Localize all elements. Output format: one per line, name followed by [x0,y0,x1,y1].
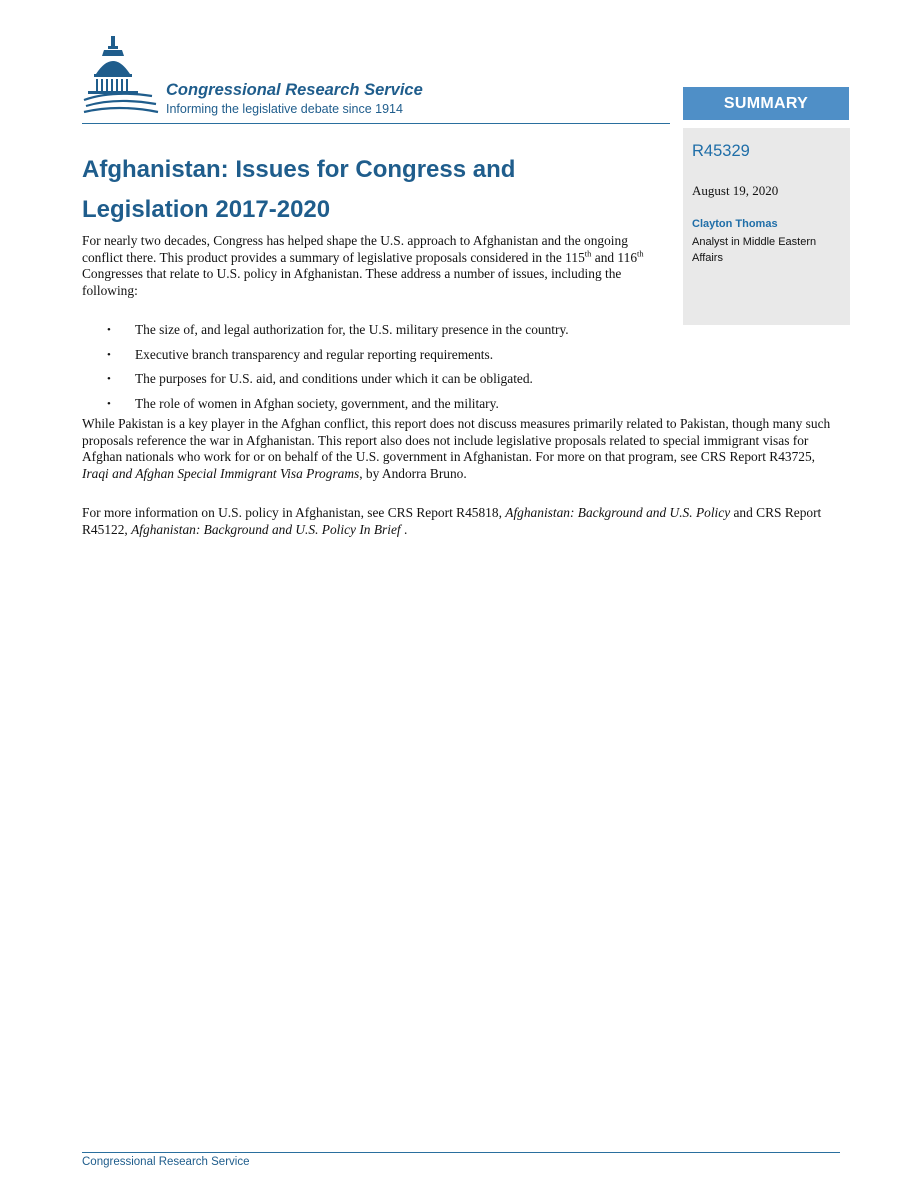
list-item [105,394,685,419]
report-title-1: Afghanistan: Background and U.S. Policy [505,505,731,520]
more-info-paragraph [82,505,842,538]
list-item [105,320,685,345]
author-name: Clayton Thomas [692,218,778,230]
intro-paragraph [82,233,672,299]
report-number: R45329 [692,142,750,160]
intro-text-2: and 116 [591,249,638,265]
intro-text-3: Congresses that relate to U.S. policy in Afghanistan. These address a number of issues, including the following: [82,266,622,298]
org-tagline: Informing the legislative debate since 1914 [166,102,403,116]
para1-tail: , by Andorra Bruno. [359,466,467,482]
list-item-text: The purposes for U.S. aid, and conditions under which it can be obligated. [135,371,533,386]
para2-text-1: For more information on U.S. policy in Afghanistan, see CRS Report R45818, [82,505,506,520]
footer-divider [82,1152,840,1153]
para1-text: While Pakistan is a key player in the Afghan conflict, this report does not discuss measures primarily related to Pakistan, though many such proposals reference the war in Afghanistan. This report also does not include legislative proposals related to special immigrant visas for Afghan nationals who work for or on behalf of the U.S. government in Afghanistan. For more on that program, see CRS Report R43725, [82,416,831,465]
bullet-icon: • [107,373,111,385]
intro-sup-1: th [584,248,592,259]
crs-logo [82,34,672,124]
summary-tab: SUMMARY [683,87,849,120]
report-title-link: Iraqi and Afghan Special Immigrant Visa Programs [82,466,360,482]
summary-sidebar [683,128,850,325]
capitol-dome-icon [82,34,162,124]
org-name: Congressional Research Service [166,81,423,99]
para2-tail: . [400,521,408,537]
list-item-text: Executive branch transparency and regular reporting requirements. [135,346,494,362]
bullet-icon: • [107,397,111,410]
bullet-icon: • [107,348,111,361]
report-title-2: Afghanistan: Background and U.S. Policy In Brief [131,521,401,537]
issues-list [105,320,685,418]
list-item-text: The size of, and legal authorization for, the U.S. military presence in the country. [135,322,569,337]
pakistan-paragraph [82,416,842,483]
page-title: Afghanistan: Issues for Congress and Legislation 2017-2020 [82,156,516,223]
intro-sup-2: th [637,248,644,259]
author-title: Analyst in Middle Eastern Affairs [692,236,817,264]
list-item [105,369,685,394]
bullet-icon: • [107,324,111,336]
list-item [105,345,685,370]
footer-org-name: Congressional Research Service [82,1156,250,1168]
para2-text-2: and CRS Report R45122, [82,505,822,537]
intro-text-1: For nearly two decades, Congress has helped shape the U.S. approach to Afghanistan and the ongoing conflict there. This product provides a summary of legislative proposals considered in the 115 [82,233,628,265]
list-item-text: The role of women in Afghan society, government, and the military. [135,395,499,411]
header-divider [82,123,670,124]
report-date: August 19, 2020 [692,183,779,198]
